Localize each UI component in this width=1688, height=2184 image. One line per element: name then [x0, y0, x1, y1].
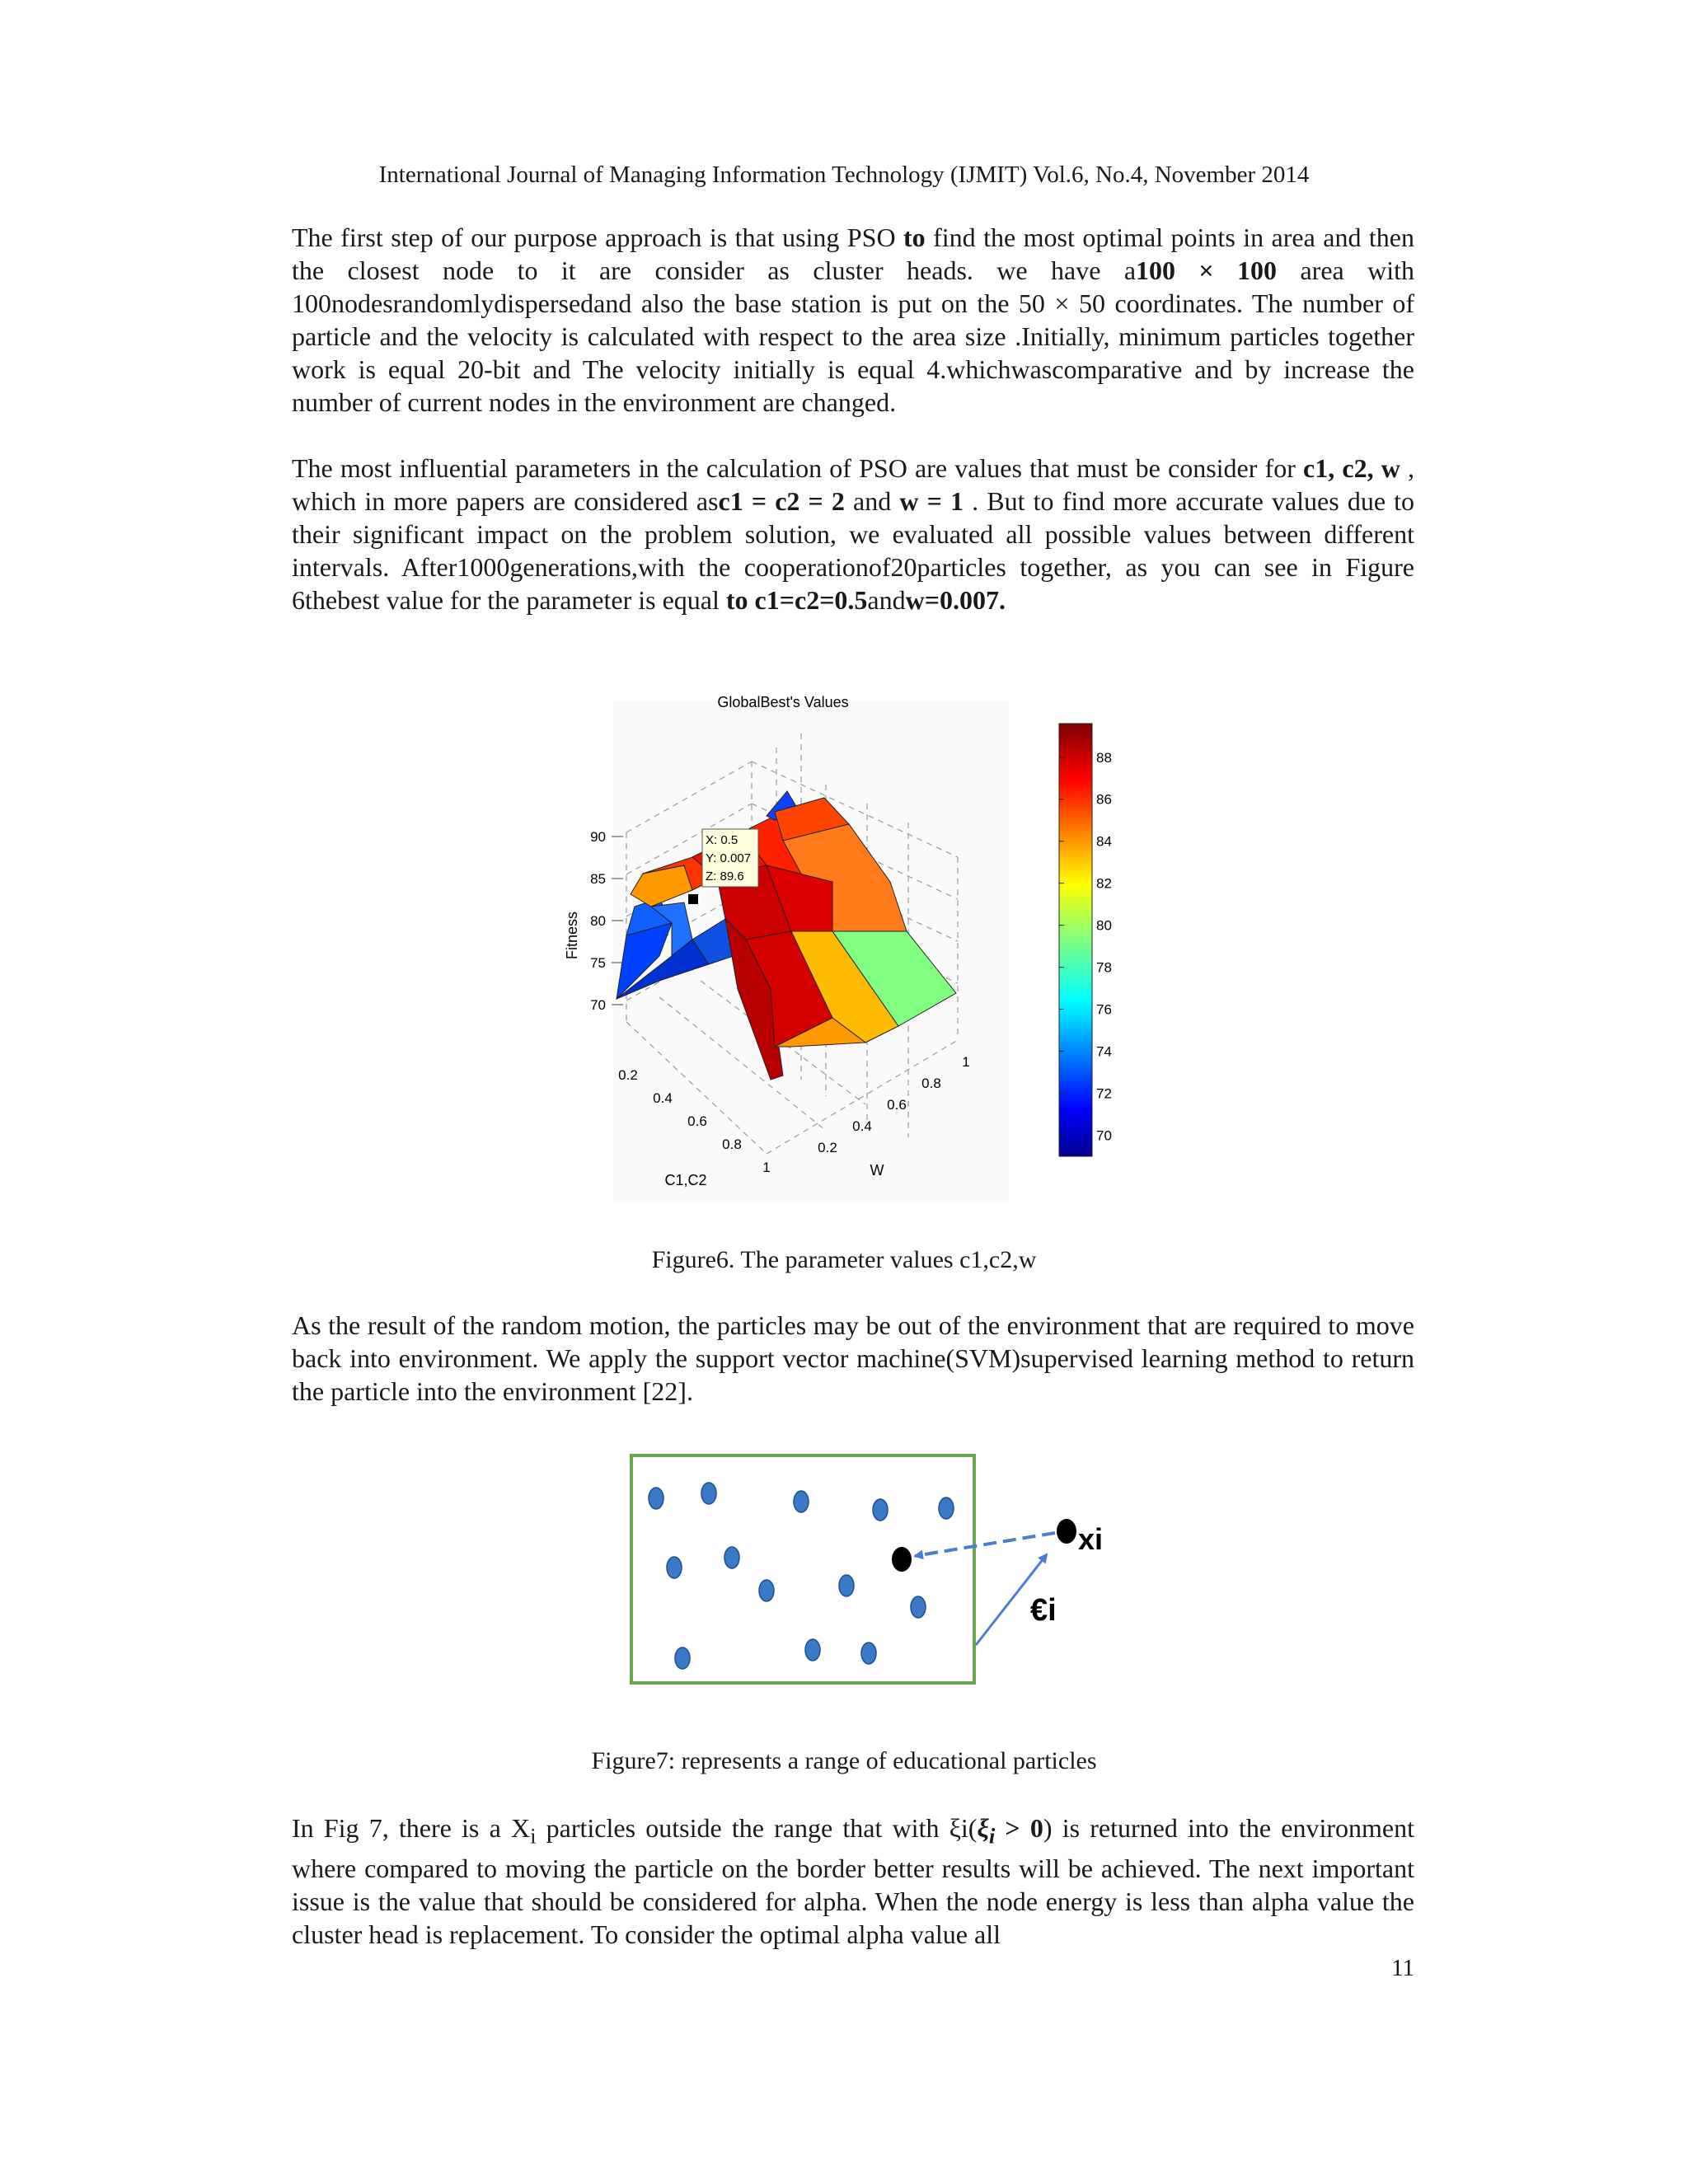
datatip-z: Z: 89.6 [706, 869, 744, 883]
page-number: 11 [1391, 1955, 1414, 1981]
y-tick-label: 0.6 [887, 1097, 907, 1113]
projected-particle [892, 1547, 912, 1572]
text-run: , which in more papers are considered as [292, 453, 1415, 516]
x-axis-label: C1,C2 [664, 1172, 707, 1188]
x-tick-label: 1 [762, 1160, 771, 1175]
colorbar-tick-label: 72 [1096, 1085, 1112, 1102]
y-axis-label: W [870, 1162, 884, 1179]
y-tick-label: 0.4 [852, 1118, 872, 1134]
text-run: The most influential parameters in the calculation of PSO are values that must be consider for [292, 453, 1304, 483]
z-tick-label: 75 [590, 955, 606, 971]
text-run: to [903, 223, 926, 252]
x-tick-label: 0.2 [618, 1067, 638, 1083]
z-axis-label: Fitness [564, 911, 580, 960]
text-run: In Fig 7, there is a X [292, 1813, 531, 1843]
text-run: w=0.007. [905, 585, 1006, 615]
journal-header: International Journal of Managing Information Technology (IJMIT) Vol.6, No.4, November 2014 [378, 162, 1310, 188]
text-run: ) is returned into the environment where compared to moving the particle on the border better results will be achieved. The next important issue is the value that should be considered for alpha. When the node energy is less than alpha value the cluster head is replacement. To consider the optimal alpha value all [292, 1813, 1415, 1950]
z-tick-label: 80 [590, 913, 606, 929]
colorbar-tick-label: 76 [1096, 1001, 1112, 1018]
text-run: c1, c2, w [1303, 453, 1400, 483]
text-run: and [867, 585, 906, 615]
text-run: to c1=c2=0.5 [725, 585, 868, 615]
colorbar-tick-label: 70 [1096, 1127, 1112, 1144]
text-run: w = 1 [899, 486, 964, 516]
figure6-surface-plot [536, 681, 1245, 1208]
datatip-y: Y: 0.007 [706, 851, 752, 865]
colorbar-tick-label: 84 [1096, 833, 1112, 850]
colorbar-tick-label: 78 [1096, 959, 1112, 976]
paragraph-1 [292, 221, 1414, 419]
paragraph-2 [292, 452, 1414, 616]
chart-title: GlobalBest's Values [717, 694, 849, 710]
colorbar-tick-label: 82 [1096, 875, 1112, 892]
text-run: i [530, 1823, 537, 1849]
text-run: and [844, 486, 900, 516]
paragraph-4 [292, 1811, 1414, 1951]
figure7-caption: Figure7: represents a range of educational particles [591, 1747, 1097, 1774]
x-tick-label: 0.6 [687, 1113, 707, 1129]
text-run: . But to find more accurate values due to their significant impact on the problem solution, we evaluated all possible values between different intervals. After1000generations,with the cooperationof20particles together, as you can see in Figure 6thebest value for the parameter is equal [292, 486, 1415, 615]
text-run: i [988, 1823, 996, 1849]
outside-particle [1057, 1519, 1076, 1544]
figure6-caption: Figure6. The parameter values c1,c2,w [651, 1246, 1037, 1273]
colorbar [1059, 724, 1092, 1156]
text-run: ξ [977, 1813, 989, 1843]
y-tick-label: 0.2 [818, 1140, 837, 1155]
datatip-x: X: 0.5 [706, 833, 738, 847]
x-tick-label: 0.8 [722, 1137, 742, 1152]
colorbar-tick-label: 74 [1096, 1043, 1112, 1060]
text-run: find the most optimal points in area and then the closest node to it are consider as cluster heads. we have a [292, 223, 1415, 285]
epsilon-label: €i [1030, 1593, 1057, 1628]
text-run: c1 = c2 = 2 [718, 486, 845, 516]
z-tick-label: 90 [590, 829, 606, 845]
text-run: particles outside the range that with ξi( [536, 1813, 978, 1843]
z-tick-label: 85 [590, 871, 606, 887]
text-run: The first step of our purpose approach is that using PSO [292, 223, 904, 252]
x-tick-label: 0.4 [653, 1090, 673, 1106]
xi-label: xi [1078, 1522, 1104, 1556]
text-run: area with 100nodesrandomlydispersedand also the base station is put on the 50 × 50 coordinates. The number of particle and the velocity is calculated with respect to the area size .Initially, minimum particles together work is equal 20-bit and The velocity initially is equal 4.whichwascomparative and by increase the number of current nodes in the environment are changed. [292, 255, 1415, 417]
text-run: > 0 [995, 1813, 1043, 1843]
figure7-diagram [626, 1451, 1129, 1690]
colorbar-tick-label: 80 [1096, 917, 1112, 934]
colorbar-tick-label: 88 [1096, 749, 1112, 766]
z-tick-label: 70 [590, 997, 606, 1013]
paragraph-3: As the result of the random motion, the particles may be out of the environment that are required to move back into environment. We apply the support vector machine(SVM)supervised learning method to return the particle into the environment [22]. [292, 1310, 1414, 1406]
colorbar-tick-label: 86 [1096, 791, 1112, 808]
y-tick-label: 0.8 [921, 1076, 941, 1091]
y-tick-label: 1 [962, 1054, 970, 1070]
text-run: 100 × 100 [1136, 255, 1278, 285]
